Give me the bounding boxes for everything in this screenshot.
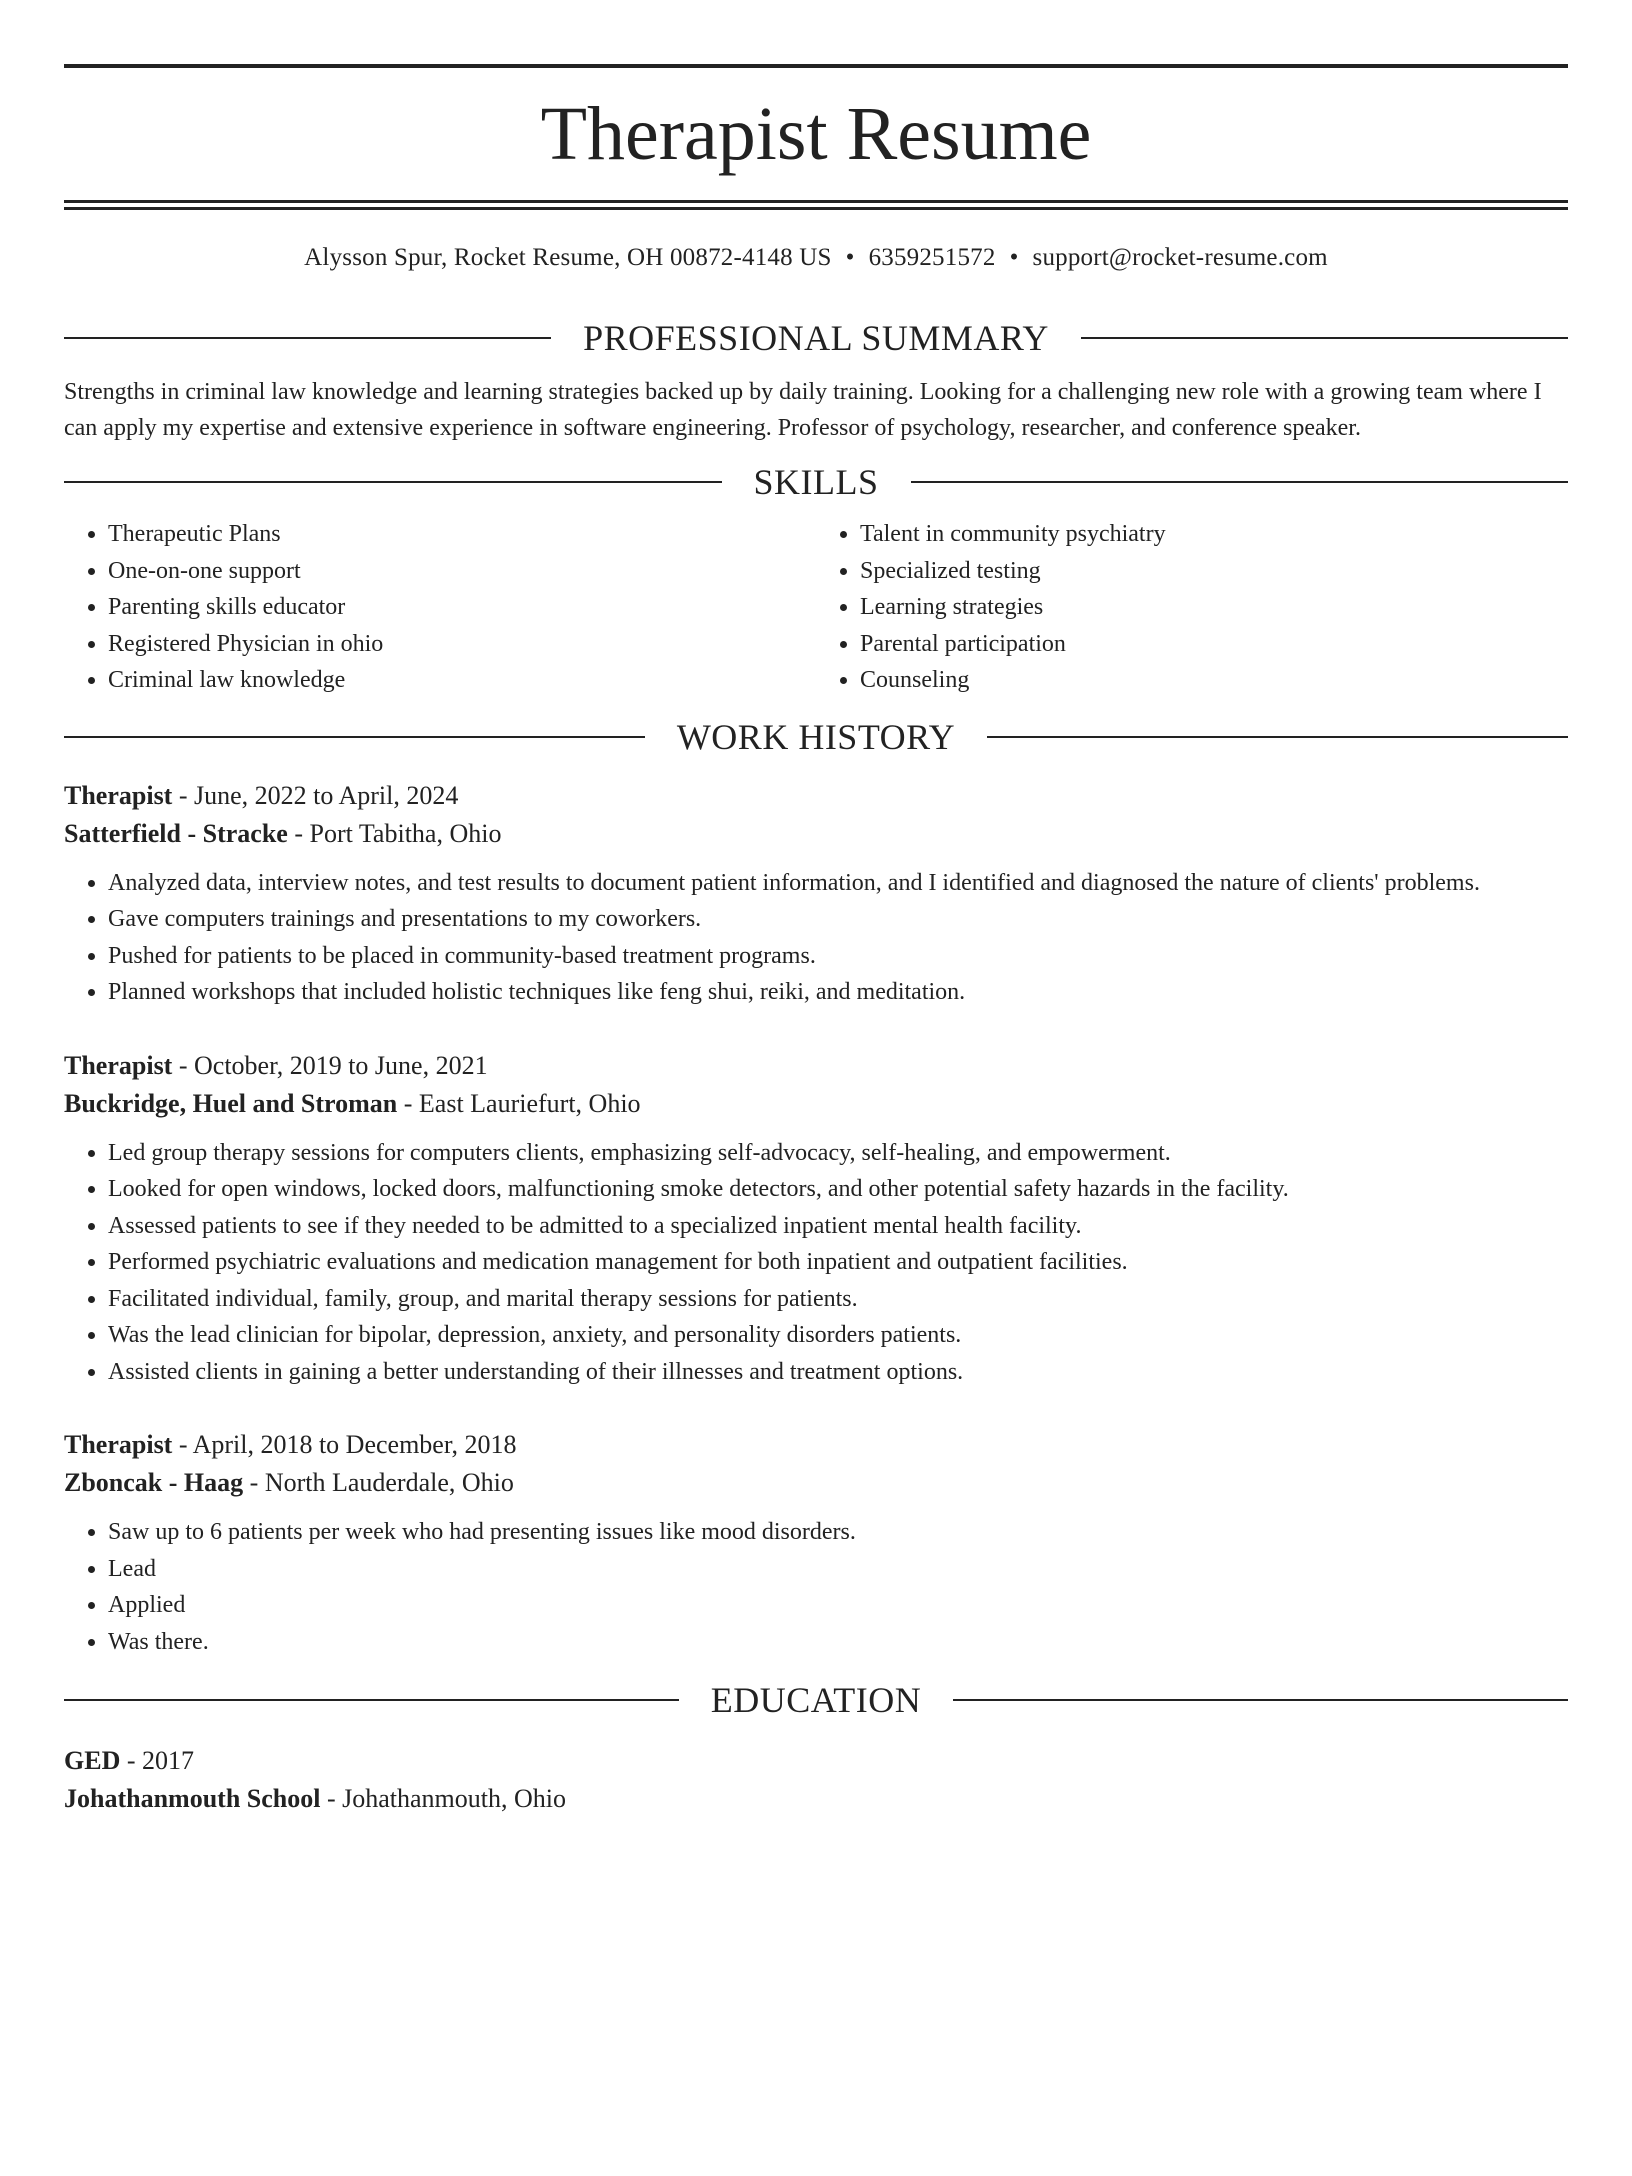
job-bullet: • Gave computers trainings and presentations to my coworkers. bbox=[108, 901, 1568, 938]
heading-rule-left bbox=[64, 736, 645, 738]
skill-item: • Criminal law knowledge bbox=[108, 662, 816, 699]
job-title: Therapist bbox=[64, 1050, 173, 1080]
job-bullet: • Saw up to 6 patients per week who had presenting issues like mood disorders. bbox=[108, 1514, 1568, 1551]
skill-item: • Parental participation bbox=[860, 626, 1568, 663]
job-bullet: • Was the lead clinician for bipolar, depression, anxiety, and personality disorders patients. bbox=[108, 1317, 1568, 1354]
skills-heading: SKILLS bbox=[753, 462, 879, 502]
skills-column-left bbox=[64, 516, 816, 699]
resume-page bbox=[0, 64, 1632, 2176]
job-company: Satterfield - Stracke bbox=[64, 818, 288, 848]
job-company: Buckridge, Huel and Stroman bbox=[64, 1088, 398, 1118]
skill-item: • Learning strategies bbox=[860, 589, 1568, 626]
skills-section-heading bbox=[64, 462, 1568, 502]
job-bullet: • Was there. bbox=[108, 1624, 1568, 1661]
job-bullet: • Assisted clients in gaining a better understanding of their illnesses and treatment options. bbox=[108, 1354, 1568, 1391]
job-location: - North Lauderdale, Ohio bbox=[243, 1468, 514, 1497]
contact-email: support@rocket-resume.com bbox=[1032, 244, 1328, 271]
job-bullet: • Planned workshops that included holistic techniques like feng shui, reiki, and meditation. bbox=[108, 974, 1568, 1011]
heading-rule-left bbox=[64, 481, 722, 483]
education-school-line bbox=[64, 1780, 1568, 1818]
contact-separator: • bbox=[1009, 244, 1019, 271]
heading-rule-right bbox=[953, 1699, 1568, 1701]
job-entry bbox=[64, 1047, 1568, 1391]
education-heading: EDUCATION bbox=[710, 1680, 922, 1720]
job-location: - Port Tabitha, Ohio bbox=[287, 818, 502, 848]
skill-item: • Parenting skills educator bbox=[108, 589, 816, 626]
summary-text: Strengths in criminal law knowledge and learning strategies backed up by daily training. Looking for a challenging new role with a growing team where I can apply my expertise and extensive experience in software engineering. Professor of psychology, researcher, and conference speaker. bbox=[64, 379, 1542, 441]
heading-rule-right bbox=[911, 481, 1569, 483]
title-double-rule bbox=[64, 200, 1568, 210]
job-title: Therapist bbox=[64, 1430, 173, 1459]
job-bullet: • Performed psychiatric evaluations and medication management for both inpatient and outpatient facilities. bbox=[108, 1244, 1568, 1281]
summary-section-heading bbox=[64, 318, 1568, 358]
job-company: Zboncak - Haag bbox=[64, 1468, 244, 1497]
skill-item: • Registered Physician in ohio bbox=[108, 626, 816, 663]
job-bullet: • Applied bbox=[108, 1587, 1568, 1624]
job-bullets bbox=[64, 865, 1568, 1011]
education-entry bbox=[64, 1742, 1568, 1818]
contact-line bbox=[64, 242, 1568, 274]
job-company-line bbox=[64, 815, 1568, 853]
job-dates: - October, 2019 to June, 2021 bbox=[172, 1050, 488, 1080]
education-location: - Johathanmouth, Ohio bbox=[320, 1784, 566, 1813]
job-bullet: • Assessed patients to see if they needed to be admitted to a specialized inpatient mental health facility. bbox=[108, 1208, 1568, 1245]
education-year: - 2017 bbox=[120, 1746, 195, 1775]
job-title-line bbox=[64, 1047, 1568, 1085]
job-dates: - April, 2018 to December, 2018 bbox=[172, 1430, 517, 1459]
education-section-heading bbox=[64, 1680, 1568, 1720]
job-bullet: • Led group therapy sessions for computers clients, emphasizing self-advocacy, self-healing, and empowerment. bbox=[108, 1135, 1568, 1172]
contact-separator: • bbox=[845, 244, 855, 271]
contact-phone: 6359251572 bbox=[868, 244, 996, 271]
skill-item: • Therapeutic Plans bbox=[108, 516, 816, 553]
job-bullet: • Pushed for patients to be placed in community-based treatment programs. bbox=[108, 938, 1568, 975]
job-title: Therapist bbox=[64, 780, 173, 810]
job-entry bbox=[64, 1426, 1568, 1660]
contact-address: Alysson Spur, Rocket Resume, OH 00872-4148 US bbox=[304, 244, 832, 271]
heading-rule-left bbox=[64, 1699, 679, 1701]
work-section-heading bbox=[64, 717, 1568, 757]
resume-title: Therapist Resume bbox=[540, 92, 1092, 176]
heading-rule-right bbox=[987, 736, 1568, 738]
job-title-line bbox=[64, 1426, 1568, 1464]
education-school: Johathanmouth School bbox=[64, 1784, 321, 1813]
skills-column-right bbox=[816, 516, 1568, 699]
education-degree: GED bbox=[64, 1746, 121, 1775]
job-company-line bbox=[64, 1085, 1568, 1123]
skill-item: • One-on-one support bbox=[108, 553, 816, 590]
job-company-line bbox=[64, 1464, 1568, 1502]
job-entry bbox=[64, 777, 1568, 1011]
job-bullets bbox=[64, 1135, 1568, 1391]
skill-item: • Specialized testing bbox=[860, 553, 1568, 590]
job-bullet: • Looked for open windows, locked doors, malfunctioning smoke detectors, and other potential safety hazards in the facility. bbox=[108, 1171, 1568, 1208]
skill-item: • Talent in community psychiatry bbox=[860, 516, 1568, 553]
job-title-line bbox=[64, 777, 1568, 815]
job-dates: - June, 2022 to April, 2024 bbox=[172, 780, 459, 810]
job-location: - East Lauriefurt, Ohio bbox=[397, 1088, 641, 1118]
summary-heading: PROFESSIONAL SUMMARY bbox=[583, 318, 1049, 358]
skill-item: • Counseling bbox=[860, 662, 1568, 699]
education-degree-line bbox=[64, 1742, 1568, 1780]
job-bullet: • Facilitated individual, family, group, and marital therapy sessions for patients. bbox=[108, 1281, 1568, 1318]
heading-rule-left bbox=[64, 337, 551, 339]
skills-list bbox=[64, 516, 1568, 699]
work-heading: WORK HISTORY bbox=[676, 716, 956, 757]
heading-rule-right bbox=[1081, 337, 1568, 339]
job-bullets bbox=[64, 1514, 1568, 1660]
top-rule bbox=[64, 64, 1568, 68]
job-bullet: • Analyzed data, interview notes, and test results to document patient information, and I identified and diagnosed the nature of clients' problems. bbox=[108, 865, 1568, 902]
job-bullet: • Lead bbox=[108, 1551, 1568, 1588]
